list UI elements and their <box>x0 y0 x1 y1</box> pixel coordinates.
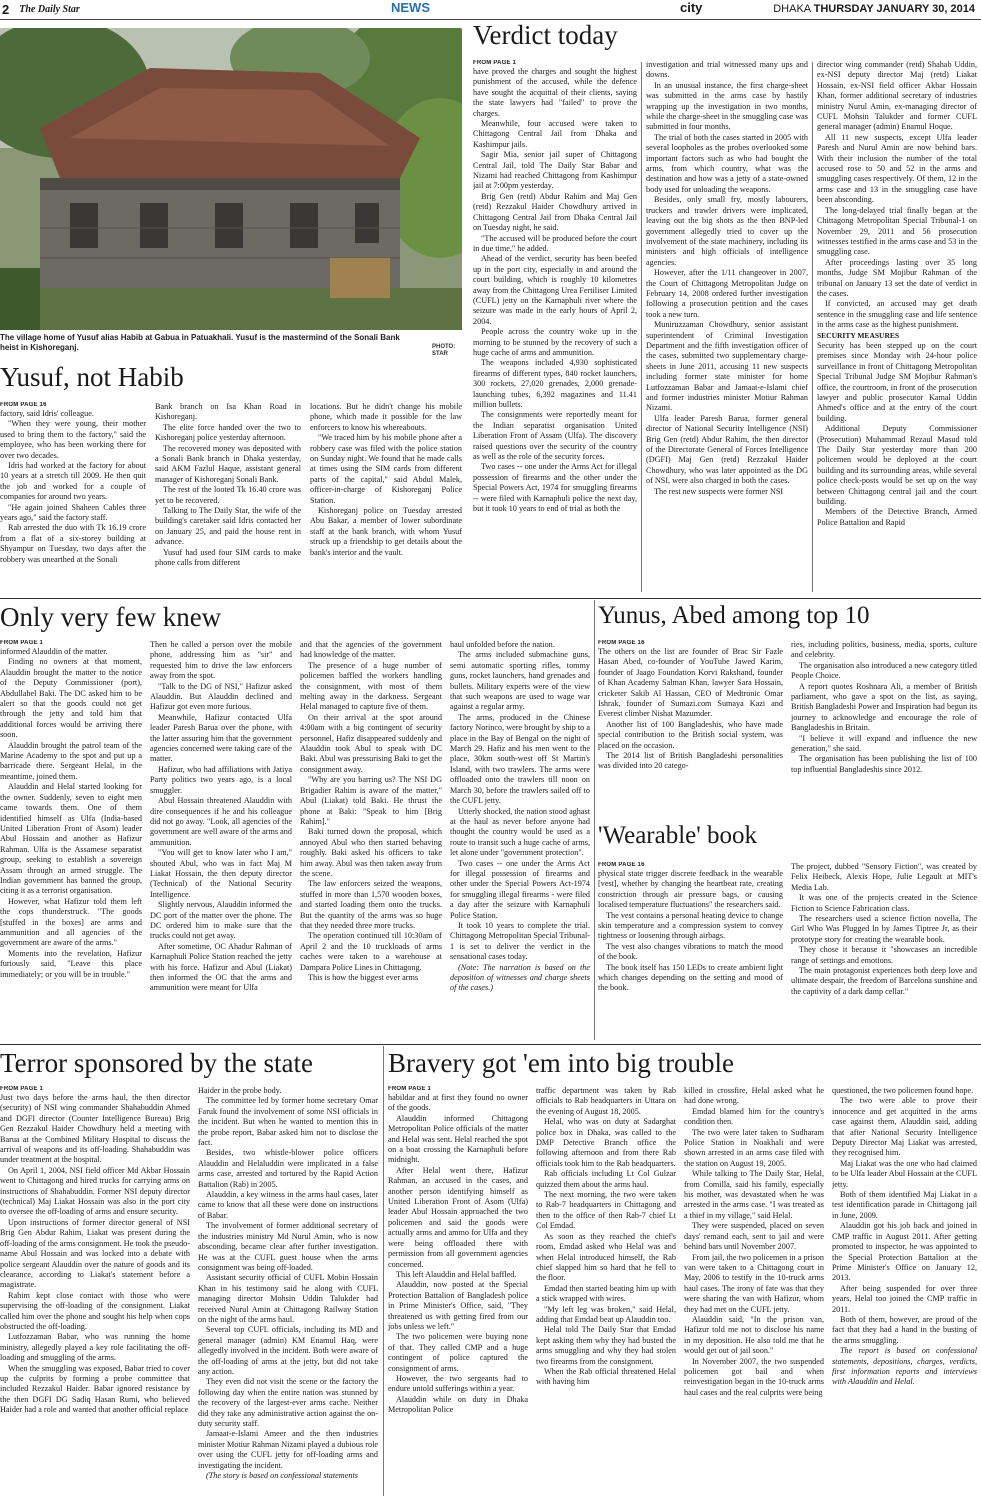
paragraph: Assistant security official of CUFL Mobin Hossain Khan in his testimony said he along with CUFL managing director Mohsin Uddin Talukder had received Nurul Amin at Chittagong Railway Station on the night of the arms haul. <box>198 1273 378 1324</box>
paragraph: When the Rab official threatened Helal with having him <box>536 1366 676 1387</box>
paragraph: After proceedings lasting over 35 long months, Judge SM Mojibur Rahman of the tribunal on January 13 set the date of verdict in the cases. <box>817 257 977 298</box>
yunus-col-2 <box>791 640 977 810</box>
paragraph: director wing commander (retd) Shahab Uddin, ex-NSI deputy director Maj (retd) Liakat Hossain, ex-NSI field officer Akbar Hossain Khan, former additional secretary of industries ministry Nurul Amin, ex-managing director of CUFL Mohsin Talukder and former CUFL general manager (admin) Enamul Hoque. <box>817 60 977 132</box>
paragraph: They were suspended, placed on seven days' remand each, sent to jail and were behind bars until November 2007. <box>684 1221 824 1252</box>
paragraph: The operation continued till 10:30am of April 2 and the 10 truckloads of arms caches were taken to a warehouse at Dampara Police Lines in Chittagong. <box>300 931 442 972</box>
verdict-col-3 <box>817 60 977 592</box>
paragraph: The consignments were reportedly meant for the Indian separatist organisation United Liberation Front of Assam (Ulfa). The discovery raised questions over the security of the country as well as the role of the security forces. <box>473 410 637 462</box>
yunus-kicker: FROM PAGE 16 <box>598 640 645 646</box>
credit-label: PHOTO: <box>432 344 456 350</box>
paragraph: The two were later taken to Sudharam Police Station in Noakhali and were shown arrested in an arms case filed with the station on August 19, 2005. <box>684 1127 824 1168</box>
paragraph: Haider in the probe body. <box>198 1086 282 1095</box>
paragraph: Both of them, however, are proud of the fact that they had a hand in the busting of the arms smuggling. <box>832 1314 977 1345</box>
paragraph: "He again joined Shaheen Cables three years ago," said the factory staff. <box>0 502 146 523</box>
section-label: NEWS <box>391 0 430 15</box>
paragraph: haul unfolded before the nation. <box>450 640 555 649</box>
paragraph: The two were able to prove their innocence and get acquitted in the arms case against them, Alauddin said, adding that after National Security Intelligence Deputy Director Maj Liakat was arrested, they recognised him. <box>832 1096 977 1158</box>
paragraph: It took 10 years to complete the trial. Chittagong Metropolitan Special Tribunal-1 is set to deliver the verdict in the sensational cases today. <box>450 920 590 962</box>
paragraph: On their arrival at the spot around 4:00am with a big contingent of security personnel, Hafiz disappeared suddenly and Alauddin took Abul to speak with DC Baki. Abul was pressurising Baki to get the consignment away. <box>300 712 442 774</box>
paragraph: ries, including politics, business, media, sports, culture and celebrity. <box>791 640 977 660</box>
yusuf-headline: Yusuf, not Habib <box>0 362 184 392</box>
paragraph: Muniruzzaman Chowdhury, senior assistant superintendent of Criminal Investigation Department and the fifth investigation officer of the cases, submitted two supplementary charge-sheets in June 2011, accusing 11 new suspects including former state minister for home Lutfozzaman Babar and Jamaat-e-Islami chief and former industries minister Motiur Rahman Nizami. <box>646 320 808 413</box>
paragraph: The book itself has 150 LEDs to create ambient light which changes depending on the setting and mood of the book. <box>598 962 783 993</box>
paragraph: investigation and trial witnessed many ups and downs. <box>646 60 808 80</box>
fewknew-col-2 <box>150 640 292 1040</box>
masthead <box>0 0 981 20</box>
paragraph: killed in crossfire, Helal asked what he had done wrong. <box>684 1086 824 1106</box>
paragraph: The vest contains a personal heating device to change skin temperature and a compression system to convey tightness or loosening through airbags. <box>598 910 783 941</box>
paragraph: Alauddin said, "In the prison van, Hafizur told me not to disclose his name in my deposition. He also told me that he would get out of jail soon." <box>684 1314 824 1356</box>
credit-name: STAR <box>432 351 448 357</box>
paragraph: They chose it because it "showcases an incredible range of settings and emotions. <box>791 945 977 965</box>
paragraph: Several top CUFL officials, including its MD and general manager (admin) KM Enamul Haq, were allegedly involved in the incident. Both were aware of the off-loading of arms at the jetty, but did not take any action. <box>198 1325 378 1376</box>
paragraph: Bank branch on Isa Khan Road in Kishoreganj. <box>155 402 301 422</box>
paragraph: The others on the list are founder of Brac Sir Fazle Hasan Abed, co-founder of YouTube Jawed Karim, founder of Jaago Foundation Korvi Rakshand, founder of Khan Academy Salman Khan, lawyer Sara Hossain, cricketer Sakib Al Hassan, CEO of Medtronic Omar Ishrak, founder of Sumazi.com Sumaya Kazi and Everest climber Nishat Mazumder. <box>598 647 783 719</box>
section-rule <box>0 598 981 599</box>
subsection-label: city <box>680 0 703 15</box>
paragraph: informed Alauddin of the matter. <box>0 647 108 656</box>
fewknew-headline: Only very few knew <box>0 602 222 632</box>
paragraph: Ulfa leader Paresh Barua, former general director of National Security Intelligence (NSI) Brig Gen (retd) Abdur Rahim, the then director of the Directorate General of Forces Intelligence (DGFI) Maj Gen (retd) Rezzakul Haider Chowdhury, who was later appointed as the DG of NSI, were also charged in both the cases. <box>646 413 808 486</box>
paragraph: The arms, produced in the Chinese factory Norinco, were brought by ship to a place in the Bay of Bengal on the night of March 29. Hafiz and his men went to the place, 30km south-west off St Martin's Island, with two trawlers. The arms were offloaded onto the trawlers till noon on March 30, before the trawlers sailed off to the CUFL jetty. <box>450 712 590 806</box>
paragraph: The elite force handed over the two to Kishoreganj police yesterday afternoon. <box>155 422 301 443</box>
paragraph: physical state trigger discrete feedback in the wearable [vest], whether by changing the heartbeat rate, creating constriction through air pressure bags, or causing localised temperature fluctuations" the researchers said. <box>598 869 783 910</box>
paragraph: The organisation has been publishing the list of 100 top influential Bangladeshis since 2012. <box>791 754 977 774</box>
page-number: 2 <box>2 2 10 17</box>
paragraph: The arms included submachine guns, semi automatic sporting rifles, tommy guns, rocket launchers, hand grenades and bullets. Military experts were of the view that such weapons are used to wage war against a regular army. <box>450 650 590 712</box>
paragraph: Alauddin got his job back and joined in CMP traffic in August 2011. After getting promoted to inspector, he was appointed to the Special Protection Battalion at the Prime Minister's Office on January 12, 2013. <box>832 1221 977 1283</box>
paragraph: have proved the charges and sought the highest punishment of the accused, while the defence have sought the acquittal of their clients, saying the state lawyers had "failed" to prove the charges. <box>473 67 637 118</box>
paragraph: Members of the Detective Branch, Armed Police Battalion and Rapid <box>817 507 977 527</box>
verdict-col-1 <box>473 60 637 592</box>
paragraph: However, what Hafizur told them left the cops thunderstruck. "The goods [stuffed in the boxes] are arms and ammunition and all agencies of the government are aware of the arms." <box>0 896 142 948</box>
paragraph: Baki turned down the proposal, which annoyed Abul who then started behaving roughly. Baki asked his officers to take him away. Abul was then taken away from the scene. <box>300 827 442 878</box>
paragraph: The weapons included 4,930 sophisticated firearms of different types, 840 rocket launchers, 300 rockets, 27,020 grenades, 2,000 grenade-launching tubes, 6,392 magazines and 11.41 million bullets. <box>473 358 637 409</box>
paragraph: Kishoreganj police on Tuesday arrested Abu Bakar, a member of lower subordinate staff at the bank branch, with whom Yusuf struck up a friendship to get details about the bank's interior and the vault. <box>310 506 462 557</box>
date-prefix: DHAKA <box>773 3 811 15</box>
paragraph: Another list of 100 Bangladeshis, who have made special contribution to the British social system, was placed on the occasion. <box>598 719 783 750</box>
fewknew-col-3 <box>300 640 442 1040</box>
paragraph: The project, dubbed "Sensory Fiction", was created by Felix Heibeck, Alexis Hope, Julie Legault at MIT's Media Lab. <box>791 862 977 892</box>
bravery-col-3 <box>684 1086 824 1496</box>
paragraph: After Helal went there, Hafizur Rahman, an accused in the cases, and another person identifying himself as United Liberation Front of Asom (Ulfa) leader Abul Hossain approached the two policemen and said the goods were actually arms and ammo for Ulfa and they were being offloaded there with permission from all government agencies concerned. <box>388 1165 528 1269</box>
paragraph: The trial of both the cases started in 2005 with several loopholes as the probes overlooked some important factors such as who had bought the arms, from which country, what was the destination and how was a jetty of a state-owned body used for unloading the weapons. <box>646 132 808 194</box>
yusuf-kicker: FROM PAGE 16 <box>0 402 47 408</box>
paragraph: After being suspended for over three years, Helal too joined the CMP traffic in 2011. <box>832 1283 977 1314</box>
paragraph: Meanwhile, Hafizur contacted Ulfa leader Paresh Barua over the phone, with the latter assuring him that the government agencies concerned were taking care of the matter. <box>150 712 292 764</box>
paragraph: Just two days before the arms haul, the then director (security) of NSI wing commander Shahabuddin Ahmed and DGFI director (Counter Intelligence Bureau) Brig Gen Rezzakul Haider Chowdhury held a meeting with Barua at the Combined Military Hospital to discuss the arrival of weapons and its off-loading. Shahabuddin was under treatment at the hospital. <box>0 1093 190 1165</box>
paragraph: "You will get to know later who I am," shouted Abul, who was in fact Maj M Liakat Hossain, the then deputy director (Technical) of the National Security Intelligence. <box>150 848 292 899</box>
paragraph: As soon as they reached the chief's room, Emdad asked who Helal was and when Helal introduced himself, the Rab chief slapped him so hard that he fell to the floor. <box>536 1231 676 1283</box>
paragraph: "The accused will be produced before the court in due time," he added. <box>473 233 637 253</box>
paragraph: The recovered money was deposited with a Sonali Bank branch in Dhaka yesterday, said AKM Fazlul Haque, assistant general manager of Kishoreganj Sonali Bank. <box>155 443 301 484</box>
paragraph: Then he called a person over the mobile phone, addressing him as "sir" and requested him to drive the law enforcers away from the spot. <box>150 640 292 681</box>
paragraph: While talking to The Daily Star, Helal, from Comilla, said his family, especially his mother, was devastated when he was arrested in the arms case. "I was treated as a thief in my village," said Helal. <box>684 1169 824 1220</box>
paragraph: The next morning, the two were taken to Rab-7 headquarters in Chittagong and then to the office of then Rab-7 chief Lt Col Emdad. <box>536 1190 676 1231</box>
paragraph: The presence of a huge number of policemen baffled the workers handling the consignment, with most of them melting away in the darkness. Sergeant Helal managed to capture five of them. <box>300 660 442 712</box>
note: The report is based on confessional statements, depositions, charges, verdicts, first information reports and interviews with Alauddin and Helal. <box>832 1346 977 1387</box>
column-rule <box>812 62 813 592</box>
paragraph: Alauddin, a key witness in the arms haul cases, later came to know that all these were done on instructions of Babar. <box>198 1190 378 1220</box>
paragraph: This left Alauddin and Helal baffled. <box>396 1269 517 1279</box>
paragraph: Ahead of the verdict, security has been beefed up in the port city, especially in and around the court building, which is roughly 10 kilometres away from the Chittagong Urea Fertiliser Limited (CUFL) jetty on the Karnaphuli river where the seizure was made in the early hours of April 2, 2004. <box>473 254 637 326</box>
paragraph: Hafizur, who had affiliations with Jatiya Party politics two years ago, is a local smuggler. <box>150 764 292 795</box>
paragraph: However, the two sergeants had to endure untold sufferings within a year. <box>388 1373 528 1394</box>
paragraph: Emdad then started beating him up with a stick wrapped with wires. <box>536 1283 676 1304</box>
paragraph: Besides, two whistle-blower police officers Alauddin and Helaluddin were implicated in a false arms case, arrested and tortured by the Rapid Action Battalion (Rab) in 2005. <box>198 1148 378 1189</box>
terror-kicker: FROM PAGE 1 <box>0 1086 44 1092</box>
wearable-headline: 'Wearable' book <box>598 822 758 849</box>
paragraph: "My left leg was broken," said Helal, adding that Emdad beat up Alauddin too. <box>536 1304 676 1324</box>
yunus-headline: Yunus, Abed among top 10 <box>598 602 870 629</box>
paragraph: A report quotes Roshnara Ali, a member of British parliament, who gave a spot on the list, as saying, British Bangladeshi Power and Inspiration had begun its journey to acknowledge and encourage the role of Bangladeshis in Britain. <box>791 681 977 733</box>
house-photo-image <box>0 28 462 330</box>
paragraph: Sagir Mia, senior jail super of Chittagong Central Jail, told The Daily Star Babar and Nizami had reached Chittagong from Kashimpur jail at 7:00pm yesterday. <box>473 150 637 191</box>
paragraph: Lutfozzaman Babar, who was running the home ministry, allegedly played a key role facilitating the off-loading and smuggling of the arms. <box>0 1332 190 1363</box>
paragraph: Idris had worked at the factory for about 10 years at a stretch till 2009. He then quit the job and worked for a couple of companies for around two years. <box>0 461 146 502</box>
paragraph: habildar and at first they found no owner of the goods. <box>388 1093 528 1113</box>
paragraph: Yusuf had used four SIM cards to make phone calls from different <box>155 547 301 568</box>
paragraph: Moments into the revelation, Hafizur furiously said, "Leave this place immediately; or you will be in trouble." <box>0 948 142 979</box>
paragraph: On April 1, 2004, NSI field officer Md Akbar Hossain went to Chittagong and hired trucks for carrying arms on instructions of Shahabuddin. Former NSI deputy director (technical) Maj Liakat Hossain was also in the port city to oversee the off-loading of arms and ensure security. <box>0 1165 190 1217</box>
paragraph: locations. But he didn't change his mobile phone, which made it possible for the law enforcers to know his whereabouts. <box>310 402 462 432</box>
paragraph: Helal told The Daily Star that Emdad kept asking them why they had busted the arms smuggling and why they had stolen two firearms from the consignment. <box>536 1325 676 1366</box>
paragraph: Besides, only small fry, mostly labourers, truckers and trawler drivers were implicated, leaving out the big shots as the then BNP-led government allegedly tried to cover up the involvement of the state machinery, including its ministers and high officials of intelligence agencies. <box>646 195 808 267</box>
paragraph: The organisation also introduced a new category titled People Choice. <box>791 660 977 681</box>
paragraph: The 2014 list of British Bangladeshi personalities was divided into 20 catego- <box>598 751 783 771</box>
wearable-col-1 <box>598 862 783 1042</box>
paragraph: Meanwhile, four accused were taken to Chittagong Central Jail from Dhaka and Kashimpur jails. <box>473 119 637 149</box>
paragraph: Alauddin informed Chittagong Metropolitan Police officials of the matter and Helal was sent. Helal reached the spot on a boat crossing the Karnaphuli before midnight. <box>388 1113 528 1165</box>
paragraph: "We traced him by his mobile phone after a robbery case was filed with the police station on Sunday night. We found that he made calls at times using the SIM cards from different parts of the capital," said Abdul Malek, officer-in-charge of Kishoreganj Police Station. <box>310 433 462 505</box>
paragraph: Alauddin while on duty in Dhaka Metropolitan Police <box>388 1394 528 1415</box>
paragraph: The researchers used a science fiction novella, The Girl Who Was Plugged In by James Tiptree Jr, as their prototype story for creating the wearable book. <box>791 914 977 944</box>
paragraph: Talking to The Daily Star, the wife of the building's caretaker said Idris contacted her on January 25, and paid the house rent in advance. <box>155 506 301 547</box>
paragraph: Security has been stepped up on the court premises since Monday with 24-hour police surveillance in front of Chittagong Metropolitan Special Tribunal Judge SM Mojibur Rahman's office, the courtroom, in front of the prosecution lawyer and public prosecutor Kamal Uddin Ahmed's office and at the entry of the court building. <box>817 340 977 423</box>
paragraph: Finding no owners at that moment, Alauddin brought the matter to the notice of the Deputy Commissioner (port), Abdullahel Baki. The DC asked him to be alert so that the goods could not get through the jetty and told him that additional forces would be arriving there soon. <box>0 657 142 740</box>
paragraph: The law enforcers seized the weapons, stuffed in more than 1,570 wooden boxes, and started loading them onto the trucks. But the quantity of the arms was so huge that they needed three more trucks. <box>300 879 442 930</box>
paragraph: Abul Hossain threatened Alauddin with dire consequences if he and his colleague did not go away. "Look, all agencies of the government are well aware of the arms and ammunition. <box>150 796 292 847</box>
paragraph: Rahim kept close contact with those who were supervising the off-loading of the consignment. Liakat called him over the phone and sought his help when cops obstructed the off-loading. <box>0 1290 190 1331</box>
paragraph: Emdad blamed him for the country's condition then. <box>684 1106 824 1127</box>
paragraph: Helal, who was on duty at Sadarghat police box in Dhaka, was called to the DMP Detective Branch office the following afternoon and from there Rab officials took him to the Rab headquarters. <box>536 1117 676 1168</box>
fewknew-kicker: FROM PAGE 1 <box>0 640 44 646</box>
paper-name: The Daily Star <box>19 4 80 15</box>
paragraph: and that the agencies of the government had knowledge of the matter. <box>300 640 442 660</box>
paragraph: The committee led by former home secretary Omar Faruk found the involvement of some NSI officials in the incident. But when he wanted to mention this in the probe report, Babar asked him not to disclose the fact. <box>198 1096 378 1148</box>
paragraph: questioned, the two policemen found hope. <box>832 1086 974 1095</box>
yusuf-col-1 <box>0 402 146 594</box>
paragraph: "Talk to the DG of NSI," Hafizur asked Alauddin. But Alauddin declined and Hafizur got even more furious. <box>150 681 292 712</box>
house-photo <box>0 28 462 330</box>
paragraph: Slightly nervous, Alauddin informed the DC port of the matter over the phone. The DC ordered him to make sure that the trucks could not get away. <box>150 900 292 941</box>
date-text: THURSDAY JANUARY 30, 2014 <box>813 3 975 15</box>
paragraph: Brig Gen (retd) Abdur Rahim and Maj Gen (retd) Rezzakul Haider Chowdhury arrived in Chittagong Central Jail from Dhaka Central Jail on Tuesday night, he said. <box>473 191 637 233</box>
paragraph: The main protagonist experiences both deep love and ultimate despair, the freedom of Barcelona sunshine and the captivity of a dark damp cellar." <box>791 966 977 996</box>
paragraph: "I believe it will expand and influence the new generation," she said. <box>791 733 977 754</box>
paragraph: From jail, the two policemen in a prison van were taken to a Chittagong court in May, 2006 to testify in the 10-truck arms haul cases. The irony of fate was that they were sharing the van with Hafizur, whom they had met on the CUFL jetty. <box>684 1252 824 1314</box>
photo-caption: The village home of Yusuf alias Habib at Gabua in Patuakhali. Yusuf is the mastermind of the Sonali Bank heist in Kishoreganj. <box>0 333 400 352</box>
paragraph: "When they were young, their mother used to bring them to the factory," said the employee, who has been working there for over two decades. <box>0 419 146 460</box>
yusuf-col-2 <box>155 402 301 594</box>
paragraph: They even did not visit the scene or the factory the following day when the entire nation was stunned by the recovery of the largest-ever arms cache. Neither did they take any administrative action against the on-duty security staff. <box>198 1377 378 1428</box>
paragraph: Upon instructions of former director general of NSI Brig Gen Abdur Rahim, Liakat was present during the off-loading of the arms consignment. He took the pseudo-name Abul Hossain and was locked into a debate with police sergeant Alauddin over the nature of goods and its clearance, according to Liakat's statement before a magistrate. <box>0 1217 190 1290</box>
paragraph: Utterly shocked, the nation stood aghast at the haul as never before anyone had thought the country would be used as a route to transit such a huge cache of arms, let alone under "government protection". <box>450 806 590 858</box>
issue-date <box>773 3 975 15</box>
paragraph: In an unusual instance, the first charge-sheet was submitted in the arms case by hastily wrapping up the investigation in two months, while the charge-sheet in the smuggling case was submitted in four months. <box>646 80 808 132</box>
paragraph: Rab arrested the duo with Tk 16.19 crore from a flat of a six-storey building at Shyampur on Tuesday, two days after the robbery was unearthed at the Sonali <box>0 523 146 564</box>
paragraph: This is how the biggest ever arms <box>308 973 419 982</box>
paragraph: Additional Deputy Commissioner (Prosecution) Muhammad Rezaul Masud told The Daily Star yesterday more than 200 policemen would be deployed at the court building and its surrounding areas, while several police check-posts would be set up on the way between Chittagong central jail and the court building. <box>817 424 977 507</box>
paragraph: After sometime, OC Ahadur Rahman of Karnaphuli Police Station reached the jetty with his force. Hafizur and Abul (Liakat) then informed the OC that the arms and ammunition were meant for Ulfa <box>150 941 292 993</box>
paragraph: Maj Liakat was the one who had claimed to be Ulfa leader Abul Hossain at the CUFL jetty. <box>832 1158 977 1189</box>
paragraph: People across the country woke up in the morning to be stunned by the recovery of such a huge cache of arms and ammunition. <box>473 327 637 357</box>
paragraph: The long-delayed trial finally began at the Chittagong Metropolitan Special Tribunal-1 on November 29, 2011 and 56 prosecution witnesses testified in the arms case and 53 in the smuggling case. <box>817 205 977 257</box>
paragraph: The rest of the looted Tk 16.40 crore was yet to be recovered. <box>155 485 301 505</box>
bravery-col-2 <box>536 1086 676 1496</box>
wearable-kicker: FROM PAGE 16 <box>598 862 645 868</box>
subhead: SECURITY MEASURES <box>817 330 900 340</box>
yusuf-col-3 <box>310 402 462 594</box>
paragraph: The vest also changes vibrations to match the mood of the book. <box>598 941 783 962</box>
column-rule <box>641 62 642 592</box>
paragraph: Both of them identified Maj Liakat in a test identification parade in Chittagong jail in June, 2009. <box>832 1190 977 1220</box>
paragraph: traffic department was taken by Rab officials to Rab headquarters in Uttara on the evening of August 18, 2005. <box>536 1086 676 1116</box>
fewknew-col-4 <box>450 640 590 1040</box>
terror-col-1 <box>0 1086 190 1496</box>
paragraph: Two cases -- one under the Arms Act for illegal possession of firearms and other under the Special Powers Act-1974 for smuggling illegal firearms - were filed a day after the seizure with Karnaphuli Police Station. <box>450 858 590 920</box>
verdict-kicker: FROM PAGE 1 <box>473 60 517 66</box>
paragraph: Rab officials including Lt Col Gulzar quizzed them about the arms haul. <box>536 1169 676 1189</box>
yunus-col-1 <box>598 640 783 810</box>
column-rule <box>383 1046 384 1496</box>
column-rule <box>594 600 595 1040</box>
note: (Note: The narration is based on the deposition of witnesses and charge sheets of the cases.) <box>450 962 590 993</box>
bravery-col-1 <box>388 1086 528 1496</box>
paragraph: However, after the 1/11 changeover in 2007, the Court of Chittagong Metropolitan Judge on February 14, 2008 ordered further investigation following a prosecution petition and the cases took a new turn. <box>646 268 808 319</box>
paragraph: It was one of the projects created in the Science Fiction to Science Fabrication class. <box>791 893 977 913</box>
paragraph: Jamaat-e-Islami Ameer and the then industries minister Motiur Rahman Nizami played a dubious role over using the CUFL jetty for off-loading arms and investigating the incident. <box>198 1429 378 1470</box>
bravery-headline: Bravery got 'em into big trouble <box>388 1048 735 1078</box>
paragraph: In November 2007, the two suspended policemen got bail and when reinvestigation began in the 10-truck arms haul cases and the real culprits were being <box>684 1356 824 1397</box>
terror-headline: Terror sponsored by the state <box>0 1048 314 1078</box>
verdict-headline: Verdict today <box>473 20 618 50</box>
paragraph: The rest new suspects were former NSI <box>654 486 784 496</box>
bravery-kicker: FROM PAGE 1 <box>388 1086 432 1092</box>
bravery-col-4 <box>832 1086 977 1496</box>
note: (The story is based on confessional statements <box>206 1471 358 1481</box>
paragraph: The two policemen were buying none of that. They called CMP and a huge contingent of police captured the consignment of arms. <box>388 1332 528 1373</box>
paragraph: factory, said Idris' colleague. <box>0 409 94 418</box>
paragraph: Alauddin, now posted at the Special Protection Battalion of Bangladesh police in Prime Minister's Office, said, "They threatened us with getting fired from our jobs unless we left." <box>388 1280 528 1331</box>
paragraph: Alauddin brought the patrol team of the Marine Academy to the spot and put up a barricade there. Sergeant Helal, in the meantime, joined them. <box>0 740 142 781</box>
fewknew-col-1 <box>0 640 142 1040</box>
wearable-col-2 <box>791 862 977 1042</box>
paragraph: "Why are you barring us? The NSI DG Brigadier Rahim is aware of the matter," Abul (Liakat) told Baki. He thrust the phone at Baki: "Speak to him [Brig Rahim]." <box>300 775 442 826</box>
paragraph: Alauddin and Helal started looking for the owner. Suddenly, seven to eight men came towards them. One of them identified himself as Ulfa (India-based United Liberation Front of Asom) leader Abul Hossain and another as Hafizur Rahman. Ulfa is the Assamese separatist group, seeking to establish a sovereign Assam through an armed struggle. The Indian government has banned the group, citing it as a terrorist organisation. <box>0 782 142 896</box>
paragraph: Two cases -- one under the Arms Act for illegal possession of firearms and the other under the Special Powers Act, 1974 for smuggling firearms -- were filed with Karnaphuli police the next day, but it took 10 years to end of trial as both the <box>473 462 637 514</box>
paragraph: When the smuggling was exposed, Babar tried to cover up the culprits by forming a probe committee that included Rezzakul Haider. Babar ignored resistance by the then DGFI DG Sadiq Hasan Rumi, who believed Haider had a role and wanted that another official replace <box>0 1363 190 1415</box>
photo-credit <box>432 344 455 358</box>
paragraph: The involvement of former additional secretary of the industries ministry Md Nurul Amin, who is now absconding, became clear after further investigation. He was at the CUFL guest house when the arms consignment was being off-loaded. <box>198 1221 378 1272</box>
paragraph: All 11 new suspects, except Ulfa leader Paresh and Nurul Amin are now behind bars. With their inclusion the number of the total accused rose to 50 and 52 in the arms and smuggling cases respectively. Of them, 12 in the arms case and 13 in the smuggling case have been absconding. <box>817 132 977 205</box>
terror-col-2 <box>198 1086 378 1496</box>
paragraph: If convicted, an accused may get death sentence in the smuggling case and life sentence in the arms case as the highest punishment. <box>817 299 977 330</box>
section-rule <box>0 1044 981 1045</box>
verdict-col-2 <box>646 60 808 592</box>
